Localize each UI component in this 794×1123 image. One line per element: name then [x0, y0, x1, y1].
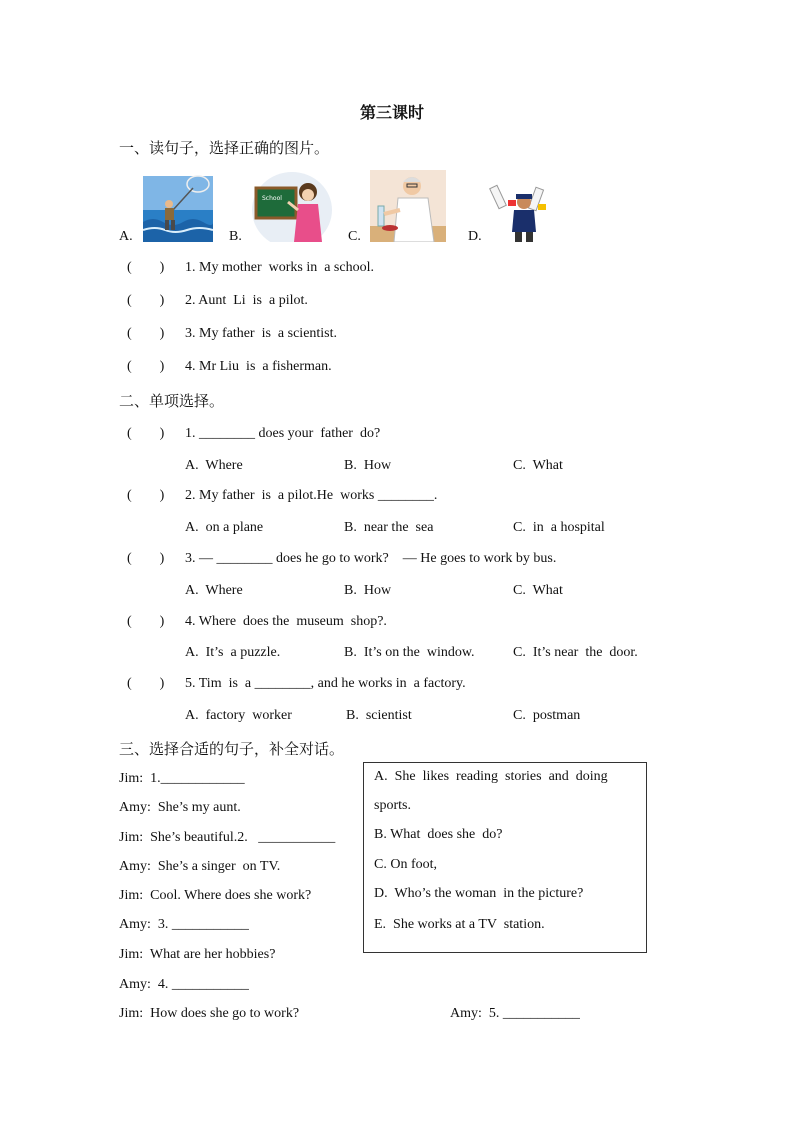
s2-q3-paren[interactable]: ( ) [127, 551, 165, 566]
page-title: 第三课时 [360, 103, 425, 122]
option-a-line-2: sports. [374, 798, 411, 813]
option-e: E. She works at a TV station. [374, 917, 545, 932]
dialogue-line-6: Amy: 3. ___________ [119, 917, 249, 932]
dialogue-line-4: Amy: She’s a singer on TV. [119, 859, 281, 874]
s2-q3-option-b: B. How [344, 583, 392, 598]
s1-item-1-paren[interactable]: ( ) [127, 260, 165, 275]
option-c: C. On foot, [374, 857, 437, 872]
s2-q5-paren[interactable]: ( ) [127, 676, 165, 691]
s2-q3-text: 3. — ________ does he go to work? — He goes to work by bus. [185, 551, 557, 566]
s2-q2-option-c: C. in a hospital [513, 520, 605, 535]
dialogue-line-7: Jim: What are her hobbies? [119, 947, 276, 962]
dialogue-line-5: Jim: Cool. Where does she work? [119, 888, 312, 903]
s2-q4-option-a: A. It’s a puzzle. [185, 645, 281, 660]
picture-label-a: A. [119, 229, 133, 244]
s2-q1-option-a: A. Where [185, 458, 243, 473]
scientist-picture [370, 170, 446, 242]
s1-item-2-text: 2. Aunt Li is a pilot. [185, 293, 308, 308]
s2-q5-option-c: C. postman [513, 708, 581, 723]
s2-q5-option-a: A. factory worker [185, 708, 292, 723]
picture-label-d: D. [468, 229, 482, 244]
s2-q1-text: 1. ________ does your father do? [185, 426, 381, 441]
fisherman-picture [143, 170, 213, 242]
s1-item-4-text: 4. Mr Liu is a fisherman. [185, 359, 332, 374]
s2-q1-option-c: C. What [513, 458, 563, 473]
s2-q1-option-b: B. How [344, 458, 392, 473]
dialogue-line-8: Amy: 4. ___________ [119, 977, 249, 992]
s2-q4-option-c: C. It’s near the door. [513, 645, 638, 660]
s2-q3-option-a: A. Where [185, 583, 243, 598]
s2-q2-text: 2. My father is a pilot.He works ________. [185, 488, 438, 503]
teacher-picture [252, 170, 332, 242]
dialogue-line-9: Jim: How does she go to work? [119, 1006, 300, 1021]
picture-label-c: C. [348, 229, 361, 244]
section1-heading: 一、读句子，选择正确的图片。 [119, 139, 330, 157]
s2-q5-text: 5. Tim is a ________, and he works in a factory. [185, 676, 466, 691]
option-b: B. What does she do? [374, 827, 503, 842]
s1-item-3-text: 3. My father is a scientist. [185, 326, 338, 341]
s2-q5-option-b: B. scientist [346, 708, 412, 723]
s1-item-4-paren[interactable]: ( ) [127, 359, 165, 374]
s1-item-2-paren[interactable]: ( ) [127, 293, 165, 308]
option-d: D. Who’s the woman in the picture? [374, 886, 584, 901]
s2-q2-option-a: A. on a plane [185, 520, 264, 535]
s2-q4-option-b: B. It’s on the window. [344, 645, 475, 660]
s2-q4-paren[interactable]: ( ) [127, 614, 165, 629]
dialogue-line-2: Amy: She’s my aunt. [119, 800, 241, 815]
pilot-picture [484, 170, 554, 242]
s2-q2-paren[interactable]: ( ) [127, 488, 165, 503]
dialogue-line-3: Jim: She’s beautiful.2. ___________ [119, 830, 336, 845]
dialogue-last-reply: Amy: 5. ___________ [450, 1006, 580, 1021]
svg-text:School: School [262, 195, 282, 202]
s2-q4-text: 4. Where does the museum shop?. [185, 614, 387, 629]
s1-item-1-text: 1. My mother works in a school. [185, 260, 374, 275]
section3-heading: 三、选择合适的句子，补全对话。 [119, 740, 345, 758]
s2-q1-paren[interactable]: ( ) [127, 426, 165, 441]
option-a-line-1: A. She likes reading stories and doing [374, 769, 608, 784]
s1-item-3-paren[interactable]: ( ) [127, 326, 165, 341]
dialogue-line-1: Jim: 1.____________ [119, 771, 245, 786]
picture-label-b: B. [229, 229, 242, 244]
s2-q2-option-b: B. near the sea [344, 520, 434, 535]
section2-heading: 二、单项选择。 [119, 392, 225, 410]
s2-q3-option-c: C. What [513, 583, 563, 598]
